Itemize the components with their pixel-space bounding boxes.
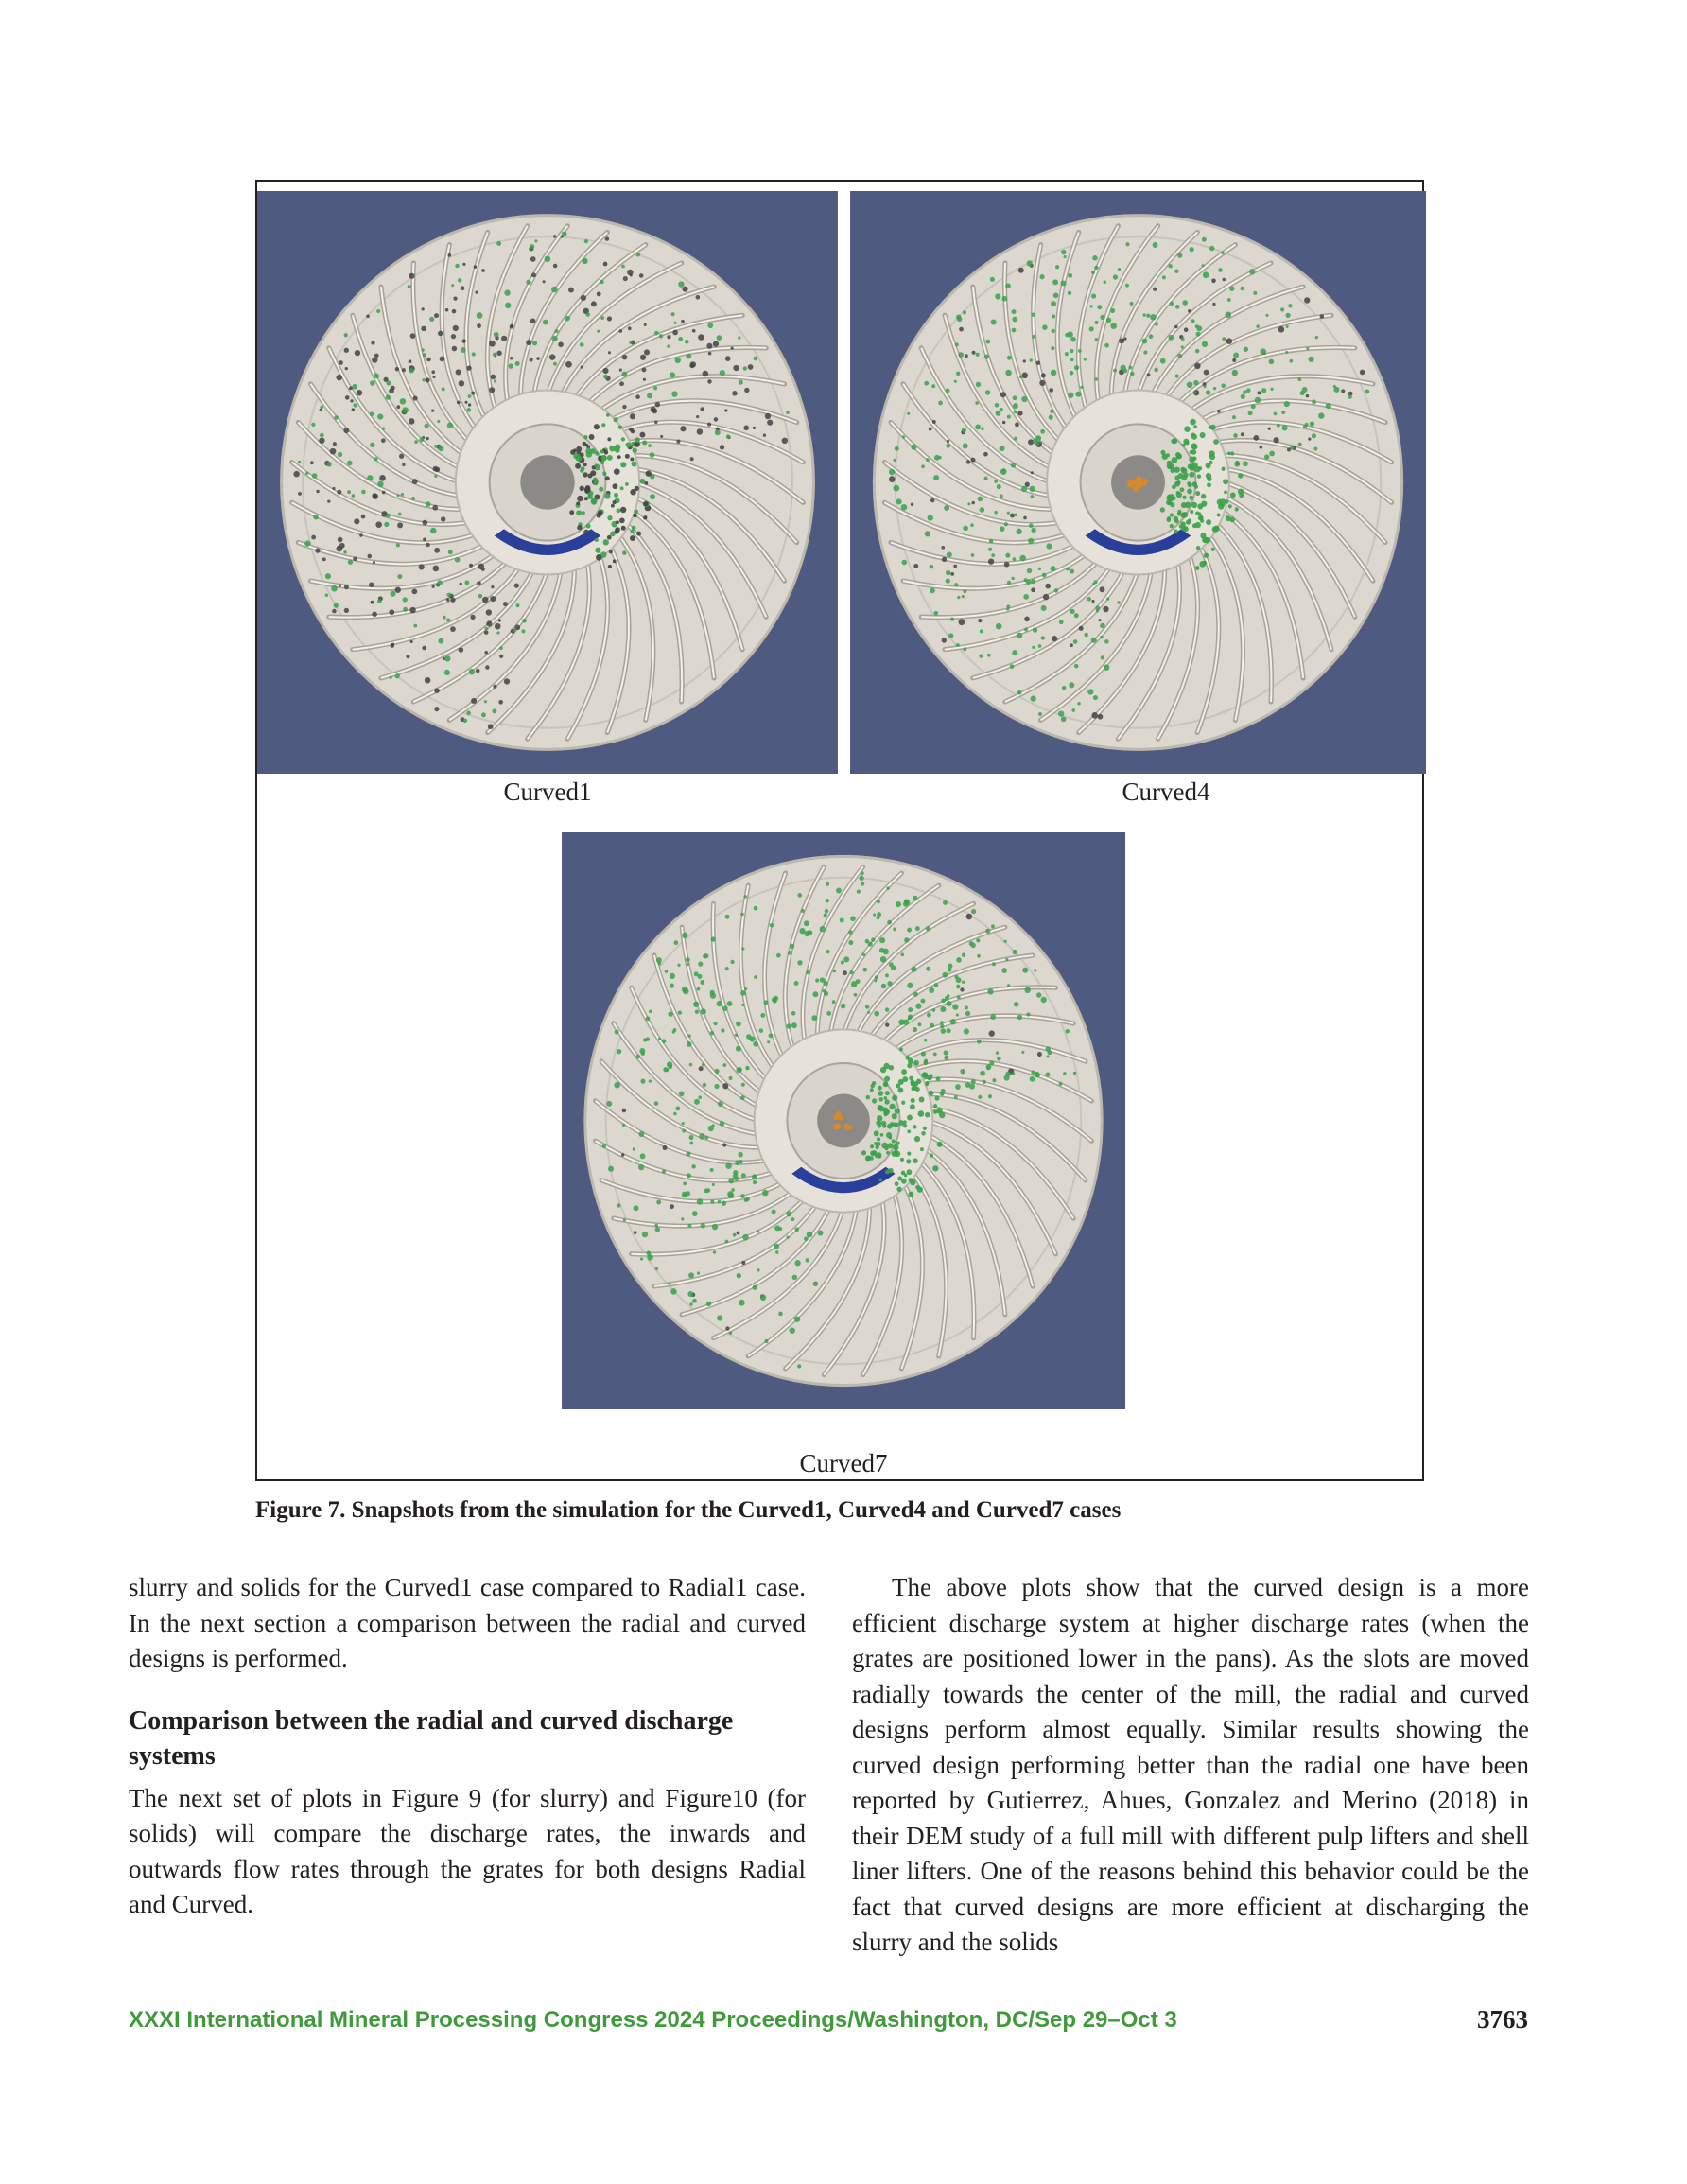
footer-conference: XXXI International Mineral Processing Congress 2024 Proceedings/Washington, DC/Sep 29–Oct 3 (129, 2007, 1177, 2033)
curved1-label: Curved1 (503, 778, 592, 806)
right-paragraph-1: The above plots show that the curved design is a more efficient discharge system at higher discharge rates (when the grates are positioned lower in the pans). As the slots are moved radially towards the center of the mill, the radial and curved designs perform almost equally. Similar results showing the curved design performing better than the radial one have been reported by Gutierrez, Ahues, Gonzalez and Merino (2018) in their DEM study of a full mill with different pulp lifters and shell liner lifters. One of the reasons behind this behavior could be the fact that curved designs are more efficient at discharging the slurry and the solids (852, 1573, 1529, 1956)
curved7-snapshot (562, 832, 1125, 1409)
left-paragraph-1: slurry and solids for the Curved1 case compared to Radial1 case. In the next section a comparison between the radial and curved designs is performed. (129, 1573, 806, 1672)
right-column (852, 1570, 1529, 1961)
curved7-label: Curved7 (799, 1449, 888, 1477)
figure-7 (255, 180, 1424, 1481)
figure-caption: Figure 7. Snapshots from the simulation for the Curved1, Curved4 and Curved7 cases (255, 1497, 1122, 1523)
curved4-snapshot (850, 191, 1426, 774)
section-heading: Comparison between the radial and curved discharge systems (129, 1705, 734, 1771)
left-paragraph-2: The next set of plots in Figure 9 (for slurry) and Figure10 (for solids) will compare the discharge rates, the inwards and outwards flow rates through the grates for both designs Radial and Curved. (129, 1783, 806, 1918)
grate-disc-drawing (562, 832, 1125, 1409)
curved4-label: Curved4 (1122, 778, 1210, 806)
grate-disc-drawing (257, 191, 838, 774)
left-column (129, 1570, 806, 1923)
grate-disc-drawing (850, 191, 1426, 774)
curved1-snapshot (257, 191, 838, 774)
page-number: 3763 (1477, 2005, 1528, 2034)
